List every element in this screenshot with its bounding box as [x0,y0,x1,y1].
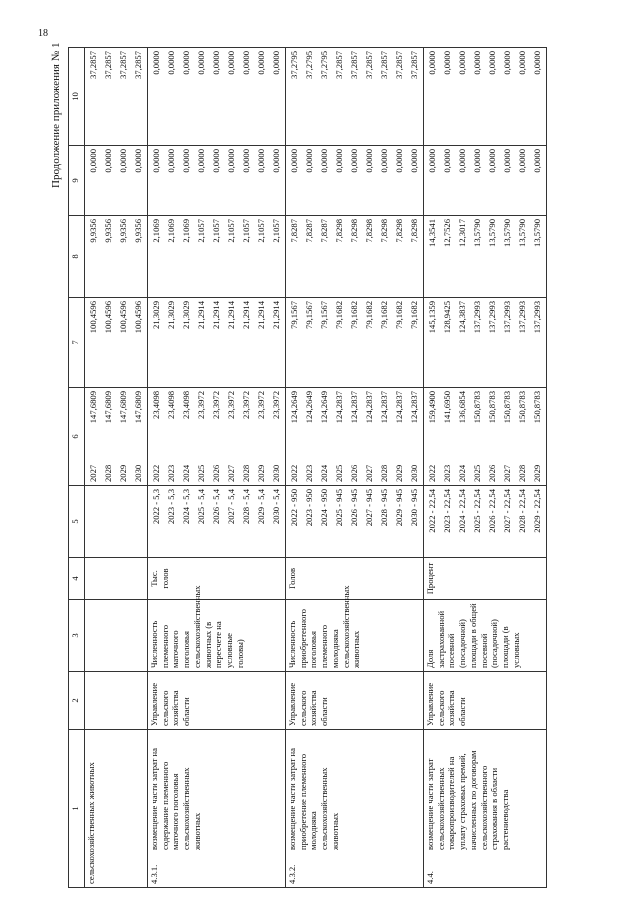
col7-values-line: 21,3029 [151,301,161,329]
target-values-line: 2025 - 945 [334,489,344,527]
col9-values-line: 0,0000 [304,149,314,173]
carry-col7-line: 100,4596 [103,301,113,334]
col10-values-line: 0,0000 [532,51,542,75]
col9-values-line: 0,0000 [457,149,467,173]
col8-values-line: 7,8298 [334,219,344,243]
carry-col10-line: 37,2857 [118,51,128,79]
col10-values-line: 0,0000 [457,51,467,75]
col-header-2: 2 [69,672,85,730]
year-label: 2025 [196,464,206,482]
col6-values-line: 2022 159,4900 [425,391,440,482]
col6-values-line: 2024 124,2649 [317,391,332,482]
col7-values-line: 21,3029 [166,301,176,329]
col9-values-line: 0,0000 [289,149,299,173]
responsible-org: Управление сельского хозяйства области [148,672,286,730]
col-header-8: 8 [69,216,85,298]
col10-values [286,48,424,146]
col7-values [424,298,547,388]
col10-values-line: 0,0000 [487,51,497,75]
measure-name: возмещение части затрат сельскохозяйственных товаропроизводителей на уплату страховых премий, начисленных по договорам сельскохозяйственного страхования в области растениеводства [425,750,511,850]
col7-values-line: 79,1567 [304,301,314,329]
carry-col9-line: 0,0000 [88,149,98,173]
year-label: 2028 [517,464,527,482]
target-values [424,486,547,558]
col8-values-line: 13,5790 [502,219,512,247]
col7-values-line: 21,2914 [271,301,281,329]
carry-col9-line: 0,0000 [118,149,128,173]
target-values-line: 2022 - 5,3 [151,489,161,525]
responsible-org: Управление сельского хозяйства области [286,672,424,730]
year-label: 2026 [487,464,497,482]
col-header-10: 10 [69,48,85,146]
col10-values-line: 37,2857 [349,51,359,79]
year-label: 2022 [151,464,161,482]
col10-values-line: 0,0000 [442,51,452,75]
year-label: 2029 [532,464,542,482]
col8-values-line: 12,7526 [442,219,452,247]
target-values-line: 2024 - 22,54 [457,489,467,533]
target-values-line: 2024 - 950 [319,489,329,527]
target-values-line: 2028 - 22,54 [517,489,527,533]
year-label: 2027 [88,464,98,482]
col9-values-line: 0,0000 [487,149,497,173]
carry-col6-line: 2029 147,6809 [116,391,131,482]
indicator-name: Численность племенного маточного поголовья сельскохозяйственных животных (в пересчете на условные головы) [148,600,286,672]
indicator-name: Численность приобретенного поголовья племенного молодняка сельскохозяйственных животных [286,600,424,672]
carry-col10-line: 37,2857 [133,51,143,79]
col9-values-line: 0,0000 [334,149,344,173]
measure-row [286,48,424,888]
col6-values [286,388,424,486]
col8-values-line: 7,8287 [319,219,329,243]
measures-table [68,47,547,888]
col6-values-line: 2029 124,2837 [392,391,407,482]
col6-values-line: 2029 150,8783 [530,391,545,482]
target-values-line: 2024 - 5,3 [181,489,191,525]
target-values-line: 2030 - 5,4 [271,489,281,525]
target-values-line: 2026 - 945 [349,489,359,527]
year-label: 2030 [271,464,281,482]
col8-values-line: 7,8298 [349,219,359,243]
col9-values-line: 0,0000 [241,149,251,173]
year-label: 2023 [304,464,314,482]
col7-values-line: 79,1567 [289,301,299,329]
col6-values-line: 2025 124,2837 [332,391,347,482]
target-values-line: 2029 - 22,54 [532,489,542,533]
year-label: 2026 [349,464,359,482]
target-values-line: 2029 - 5,4 [256,489,266,525]
measure-number: 4.3.2. [287,864,297,884]
target-values-line: 2027 - 5,4 [226,489,236,525]
col10-values-line: 0,0000 [211,51,221,75]
col8-values-line: 13,5790 [487,219,497,247]
col6-values-line: 2027 23,3972 [224,391,239,482]
col7-values-line: 137,2993 [517,301,527,334]
year-label: 2022 [427,464,437,482]
indicator-name: Доля застрахованной посевной (посадочной) площади в общей посевной (посадочной) площади (в условных [424,600,547,672]
target-values-line: 2023 - 22,54 [442,489,452,533]
col9-values-line: 0,0000 [166,149,176,173]
col6-values-line: 2028 23,3972 [239,391,254,482]
col6-values-line: 2023 141,6950 [440,391,455,482]
col9-values-line: 0,0000 [181,149,191,173]
col7-values-line: 128,9425 [442,301,452,334]
col8-values-line: 13,5790 [532,219,542,247]
col9-values-line: 0,0000 [517,149,527,173]
measure-cell [286,730,424,888]
col7-values [148,298,286,388]
carry-col8-line: 9,9356 [133,219,143,243]
col6-values-line: 2026 124,2837 [347,391,362,482]
col7-values-line: 137,2993 [502,301,512,334]
col7-values-line: 21,2914 [256,301,266,329]
rotated-table-area [68,18,640,888]
col10-values-line: 0,0000 [226,51,236,75]
carry-col6-line: 2028 147,6809 [101,391,116,482]
col6-values-line: 2022 23,4098 [149,391,164,482]
target-values-line: 2027 - 22,54 [502,489,512,533]
col8-values-line: 7,8298 [394,219,404,243]
year-label: 2029 [394,464,404,482]
col8-values-line: 2,1057 [256,219,266,243]
col7-values-line: 79,1682 [334,301,344,329]
col8-values-line: 2,1069 [151,219,161,243]
carry-col7 [85,298,148,388]
col9-values-line: 0,0000 [409,149,419,173]
carry-col8-line: 9,9356 [103,219,113,243]
col9-values-line: 0,0000 [151,149,161,173]
carry-over-row [85,48,148,888]
empty-cell [85,600,148,672]
col10-values-line: 37,2857 [334,51,344,79]
col6-values-line: 2024 23,4098 [179,391,194,482]
year-label: 2027 [502,464,512,482]
year-label: 2024 [181,464,191,482]
col8-values-line: 7,8298 [409,219,419,243]
col10-values-line: 37,2857 [379,51,389,79]
col8-values [424,216,547,298]
target-values-line: 2023 - 950 [304,489,314,527]
unit-of-measure: Тыс. голов [148,558,286,600]
year-label: 2024 [457,464,467,482]
empty-cell [85,558,148,600]
year-label: 2024 [319,464,329,482]
measure-name: возмещение части затрат на приобретение племенного молодняка сельскохозяйственных животных [287,748,340,850]
col10-values-line: 0,0000 [166,51,176,75]
col7-values-line: 21,2914 [196,301,206,329]
col7-values-line: 79,1682 [379,301,389,329]
target-values-line: 2030 - 945 [409,489,419,527]
year-label: 2023 [442,464,452,482]
carry-col10 [85,48,148,146]
year-label: 2027 [226,464,236,482]
col8-values-line: 7,8287 [304,219,314,243]
col7-values-line: 79,1682 [349,301,359,329]
target-values-line: 2029 - 945 [394,489,404,527]
target-values-line: 2026 - 5,4 [211,489,221,525]
col-header-4: 4 [69,558,85,600]
col-header-6: 6 [69,388,85,486]
col10-values-line: 0,0000 [517,51,527,75]
target-values [148,486,286,558]
target-values-line: 2022 - 950 [289,489,299,527]
year-label: 2028 [379,464,389,482]
col9-values-line: 0,0000 [256,149,266,173]
year-label: 2026 [211,464,221,482]
carry-col6-line: 2030 147,6809 [131,391,146,482]
carry-col10-line: 37,2857 [88,51,98,79]
col8-values-line: 2,1057 [271,219,281,243]
col9-values-line: 0,0000 [226,149,236,173]
col6-values-line: 2024 136,6854 [455,391,470,482]
target-values-line: 2028 - 5,4 [241,489,251,525]
empty-cell [85,672,148,730]
col6-values-line: 2026 150,8783 [485,391,500,482]
target-values-line: 2027 - 945 [364,489,374,527]
col9-values-line: 0,0000 [442,149,452,173]
measure-cell [148,730,286,888]
col10-values [424,48,547,146]
col-header-1: 1 [69,730,85,888]
col6-values-line: 2030 23,3972 [269,391,284,482]
target-values-line: 2023 - 5,3 [166,489,176,525]
year-label: 2030 [133,464,143,482]
col8-values-line: 2,1057 [226,219,236,243]
col8-values-line: 7,8287 [289,219,299,243]
col9-values-line: 0,0000 [364,149,374,173]
measure-name: возмещение части затрат на содержание племенного маточного поголовья сельскохозяйственных животных [149,748,202,850]
col10-values-line: 0,0000 [241,51,251,75]
col10-values-line: 37,2857 [394,51,404,79]
col8-values-line: 2,1069 [166,219,176,243]
carry-col8-line: 9,9356 [118,219,128,243]
col10-values-line: 0,0000 [427,51,437,75]
unit-of-measure: Голов [286,558,424,600]
col10-values-line: 0,0000 [502,51,512,75]
year-label: 2022 [289,464,299,482]
col10-values-line: 37,2857 [409,51,419,79]
col7-values-line: 79,1682 [364,301,374,329]
year-label: 2030 [409,464,419,482]
carry-col7-line: 100,4596 [88,301,98,334]
col7-values-line: 145,1359 [427,301,437,334]
col8-values-line: 7,8298 [379,219,389,243]
col6-values-line: 2026 23,3972 [209,391,224,482]
col10-values-line: 0,0000 [151,51,161,75]
col10-values-line: 0,0000 [256,51,266,75]
carry-col9 [85,146,148,216]
col10-values-line: 0,0000 [181,51,191,75]
carry-col9-line: 0,0000 [133,149,143,173]
col-header-3: 3 [69,600,85,672]
col9-values-line: 0,0000 [349,149,359,173]
col-header-9: 9 [69,146,85,216]
carry-years [85,486,148,558]
col10-values-line: 37,2795 [304,51,314,79]
col6-values-line: 2023 124,2649 [302,391,317,482]
measure-row [424,48,547,888]
col8-values-line: 7,8298 [364,219,374,243]
col9-values-line: 0,0000 [379,149,389,173]
col6-values-line: 2028 124,2837 [377,391,392,482]
col7-values-line: 79,1682 [394,301,404,329]
carry-col6 [85,388,148,486]
target-values-line: 2026 - 22,54 [487,489,497,533]
year-label: 2025 [472,464,482,482]
measure-number: 4.4. [425,871,435,884]
year-label: 2029 [256,464,266,482]
col9-values-line: 0,0000 [394,149,404,173]
carry-text: сельскохозяйственных животных [85,730,148,888]
col7-values-line: 21,2914 [241,301,251,329]
col8-values-line: 2,1057 [211,219,221,243]
col10-values-line: 37,2857 [364,51,374,79]
target-values-line: 2025 - 5,4 [196,489,206,525]
page-number: 18 [38,28,48,39]
measure-number: 4.3.1. [149,864,159,884]
col6-values-line: 2029 23,3972 [254,391,269,482]
col9-values-line: 0,0000 [502,149,512,173]
col7-values-line: 124,3837 [457,301,467,334]
target-values-line: 2028 - 945 [379,489,389,527]
target-values-line: 2025 - 22,54 [472,489,482,533]
col9-values-line: 0,0000 [472,149,482,173]
col6-values-line: 2027 150,8783 [500,391,515,482]
col6-values-line: 2030 124,2837 [407,391,422,482]
column-number-row [69,48,85,888]
col9-values [286,146,424,216]
col9-values-line: 0,0000 [427,149,437,173]
col6-values [424,388,547,486]
col8-values [286,216,424,298]
carry-col8-line: 9,9356 [88,219,98,243]
col9-values-line: 0,0000 [319,149,329,173]
col6-values-line: 2028 150,8783 [515,391,530,482]
col7-values-line: 21,2914 [226,301,236,329]
col6-values [148,388,286,486]
col10-values-line: 0,0000 [472,51,482,75]
col-header-5: 5 [69,486,85,558]
carry-col7-line: 100,4596 [133,301,143,334]
col-header-7: 7 [69,298,85,388]
col10-values [148,48,286,146]
year-label: 2028 [103,464,113,482]
col10-values-line: 0,0000 [271,51,281,75]
col9-values-line: 0,0000 [271,149,281,173]
year-label: 2027 [364,464,374,482]
col6-values-line: 2025 150,8783 [470,391,485,482]
col10-values-line: 37,2795 [289,51,299,79]
col7-values-line: 137,2993 [532,301,542,334]
col6-values-line: 2027 124,2837 [362,391,377,482]
carry-col9-line: 0,0000 [103,149,113,173]
appendix-caption: Продолжение приложения № 1 [50,42,62,188]
col7-values-line: 79,1682 [409,301,419,329]
year-label: 2029 [118,464,128,482]
col9-values-line: 0,0000 [532,149,542,173]
col9-values-line: 0,0000 [211,149,221,173]
col9-values [424,146,547,216]
carry-col6-line: 2027 147,6809 [86,391,101,482]
col8-values-line: 2,1057 [241,219,251,243]
carry-col7-line: 100,4596 [118,301,128,334]
col8-values [148,216,286,298]
col6-values-line: 2023 23,4098 [164,391,179,482]
responsible-org: Управление сельского хозяйства области [424,672,547,730]
col7-values-line: 21,3029 [181,301,191,329]
col8-values-line: 2,1069 [181,219,191,243]
col9-values-line: 0,0000 [196,149,206,173]
col7-values-line: 79,1567 [319,301,329,329]
col8-values-line: 14,3541 [427,219,437,247]
target-values [286,486,424,558]
col7-values-line: 21,2914 [211,301,221,329]
col9-values [148,146,286,216]
measure-row [148,48,286,888]
col7-values-line: 137,2993 [487,301,497,334]
col8-values-line: 13,5790 [472,219,482,247]
col6-values-line: 2022 124,2649 [287,391,302,482]
year-label: 2023 [166,464,176,482]
col8-values-line: 12,3017 [457,219,467,247]
unit-of-measure: Процент [424,558,547,600]
col10-values-line: 37,2795 [319,51,329,79]
target-values-line: 2022 - 22,54 [427,489,437,533]
col7-values-line: 137,2993 [472,301,482,334]
col6-values-line: 2025 23,3972 [194,391,209,482]
col8-values-line: 2,1057 [196,219,206,243]
carry-col10-line: 37,2857 [103,51,113,79]
year-label: 2025 [334,464,344,482]
carry-col8 [85,216,148,298]
col7-values [286,298,424,388]
measure-cell [424,730,547,888]
col10-values-line: 0,0000 [196,51,206,75]
year-label: 2028 [241,464,251,482]
col8-values-line: 13,5790 [517,219,527,247]
